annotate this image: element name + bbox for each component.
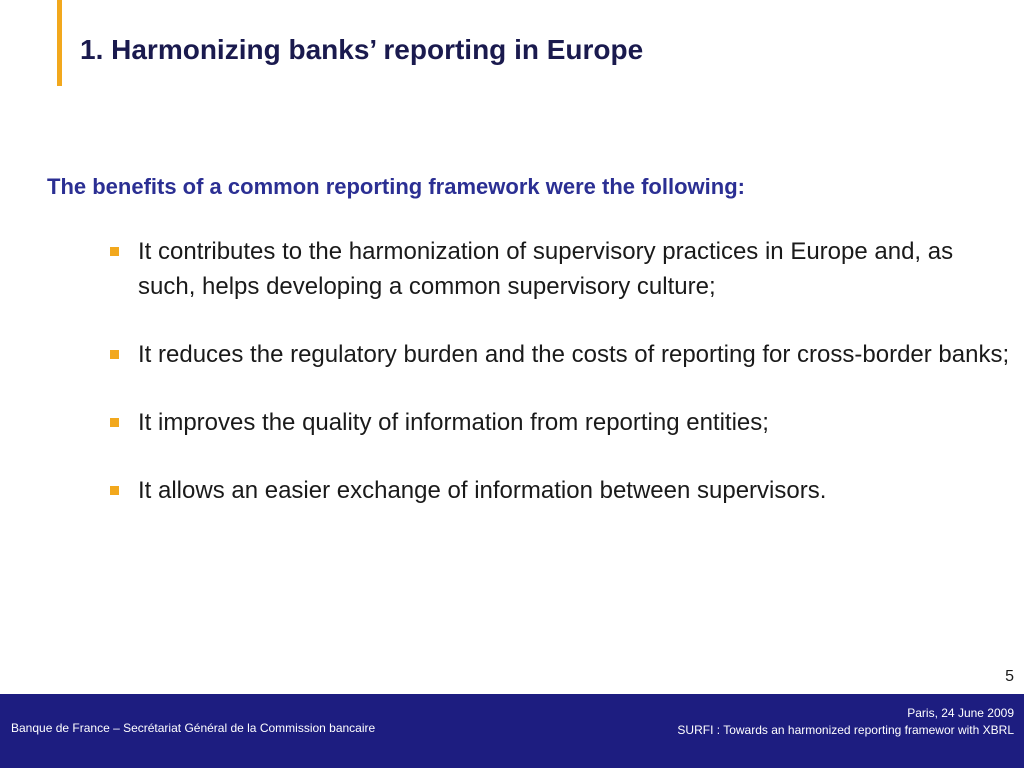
title-accent-bar [57,0,62,86]
footer-date-place: Paris, 24 June 2009 [907,706,1014,720]
bullet-item [107,234,1017,304]
bullet-text: It contributes to the harmonization of supervisory practices in Europe and, as such, helps developing a common supervisory culture; [138,238,954,300]
square-bullet-icon [110,350,119,359]
square-bullet-icon [110,418,119,427]
footer-presentation-title: SURFI : Towards an harmonized reporting framewor with XBRL [677,723,1014,737]
bullet-text: It improves the quality of information from reporting entities; [138,409,769,436]
footer [0,694,1024,768]
slide-subtitle: The benefits of a common reporting framework were the following: [47,174,745,199]
bullet-item [107,473,1017,508]
footer-organization: Banque de France – Secrétariat Général de la Commission bancaire [11,721,376,735]
square-bullet-icon [110,247,119,256]
slide-title: 1. Harmonizing banks’ reporting in Europe [80,34,644,65]
bullet-text: It allows an easier exchange of information between supervisors. [138,477,827,504]
footer-right-block [677,705,1014,739]
bullet-list [107,234,1017,508]
square-bullet-icon [110,486,119,495]
bullet-text: It reduces the regulatory burden and the costs of reporting for cross-border banks; [138,341,1010,368]
bullet-item [107,405,1017,440]
bullet-item [107,337,1017,372]
page-number: 5 [1005,668,1014,685]
